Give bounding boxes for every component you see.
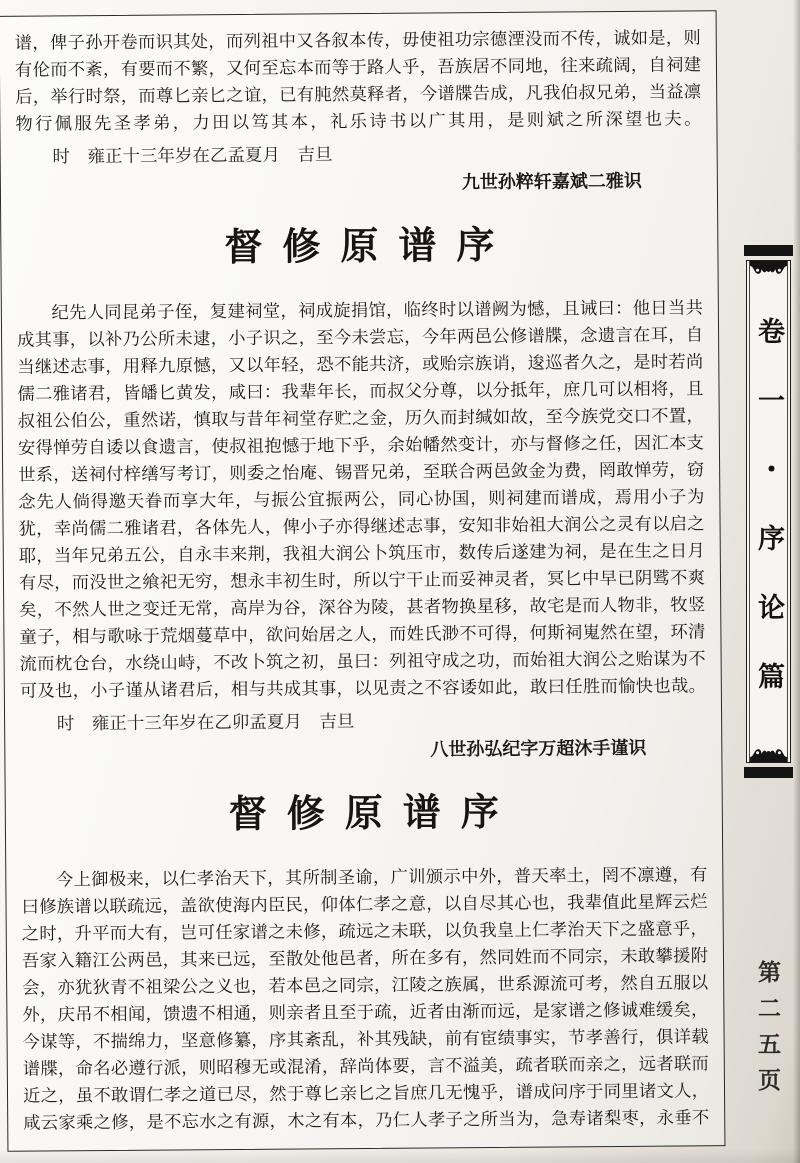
preface-1-date-line: 时 雍正十三年岁在乙孟夏月 吉旦 [52, 144, 333, 167]
tab-top-bar [744, 245, 793, 256]
volume-tab [746, 245, 791, 778]
cloud-ornament-top-icon [750, 261, 787, 285]
page-number: 第二五页 [755, 960, 780, 1104]
cloud-ornament-bottom-icon [750, 738, 787, 762]
tab-frame [746, 260, 791, 763]
preface-2-date-line: 时 雍正十三年岁在乙卯孟夏月 吉旦 [56, 711, 355, 734]
preface-3-heading: 督修原谱序 [228, 791, 519, 837]
tab-bottom-bar [744, 767, 793, 778]
preface-2-paragraph: 纪先人同昆弟子侄，复建祠堂，祠成旋捐馆，临终时以谱阙为憾，且诫曰：他日当共 成其事，以补乃公所未逮，小子识之，至今未尝忘，今年两邑公修谱牒，念遗言在耳，自 当继述志事，用释九原憾，又以年轻，恐不能共济，或贻宗族诮，逡巡者久之，是时若尚 儒二雅诸君，皆皤匕黄发，咸曰：我辈年长，而叔父分尊，以分抵年，庶几可以相将，且 叔祖公伯公，重然诺，慎取与昔年祠堂存贮之金，历久而封缄如故，至今族党交口不置， 安得惮劳自诿以食遗言，使叔祖抱憾于地下乎，余始幡然变计，亦与督修之任，因汇本支 世系，送祠付梓缮写考订，则委之怡庵、锡晋兄弟，至联合两邑敛金为费，罔敢惮劳，窃 念先人倘得邀天眷而享大年，与振公宜振两公，同心协国，则祠建而谱成，焉用小子为 犹，幸尚儒二雅诸君，各体先人，俾小子亦得继述志事，安知非始祖大润公之灵有以启之 耶，当年兄弟五公，自永丰来荆，我祖大润公卜筑压市，数传后遂建为祠，是在生之日月 有尽，而没世之飨祀无穷，想永丰初生时，所以宁干止而妥神灵者，冥匕中早已阴骘不爽 矣，不然人世之变迁无常，高岸为谷，深谷为陵，甚者物换星移，故宅是而人物非，牧竖 童子，相与歌咏于荒烟蔓草中，欲问始居之人，而姓氏渺不可得，何斯祠嵬然在望，环清 流而枕仓台，水绕山峙，不改卜筑之初，虽曰：列祖守成之功，而始祖大润公之贻谋为不 可及也，小子谨从诸君后，相与共成其事，以见责之不容诿如此，敢曰任胜而愉快也哉。 [17, 298, 706, 701]
preface-2-heading: 督修原谱序 [224, 224, 515, 270]
preface-2-signature: 八世孙弘纪字万超沐手谨识 [430, 737, 647, 760]
preface-1-continuation-paragraph: 谱，俾子孙开卷而识其处，而列祖中又各叙本传，毋使祖功宗德湮没而不传，诚如是，则 有伦而不紊，有要而不繁，又何至忘本而等于路人乎，吾族居不同地，往来疏阔，自祠建 后，举行时祭，而尊匕亲匕之谊，已有肫然莫释者，今谱牒告成，凡我伯叔兄弟，当益凛 物行佩服先圣孝弟，力田以笃其本，礼乐诗书以广其用，是则斌之所深望也夫。 [14, 28, 702, 134]
text-block-border [0, 10, 725, 1152]
volume-label: 卷一・序论篇 [754, 317, 784, 731]
preface-1-signature: 九世孙粹轩嘉斌二雅识 [461, 170, 642, 193]
preface-3-paragraph: 今上御极来，以仁孝治天下，其所制圣谕，广训颁示中外，普天率土，罔不凛遵，有 曰修族谱以联疏远，盖欲使海内臣民，仰体仁孝之意，以自尽其心也，我辈值此星辉云烂 之时，升平而大有，岂可任家谱之未修，疏远之未联，以负我皇上仁孝治天下之盛意乎， 吾家入籍江公两邑，其来已远，至散处他邑者，所在多有，然同姓而不同宗，未敢攀援附 会，亦犹狄青不祖梁公之义也，若本邑之同宗，江陵之族属，世系源流可考，然自五服以 外，庆吊不相闻，馈遗不相通，则亲者且至于疏，近者由渐而远，是家谱之修诚难缓矣， 今谋等，不揣绵力，坚意修纂，序其紊乱，补其残缺，前有宦绩事实，节孝善行，俱详载 谱牒，命名必遵行派，则昭穆无或混淆，辞尚体要，言不溢美，疏者联而亲之，远者联而 近之，虽不敢谓仁孝之道已尽，然于尊匕亲匕之旨庶几无愧乎，谱成问序于同里诸文人， 咸云家乘之修，是不忘水之有源，木之有本，乃仁人孝子之所当为，急寿诸梨枣，永垂不 [21, 865, 710, 1133]
